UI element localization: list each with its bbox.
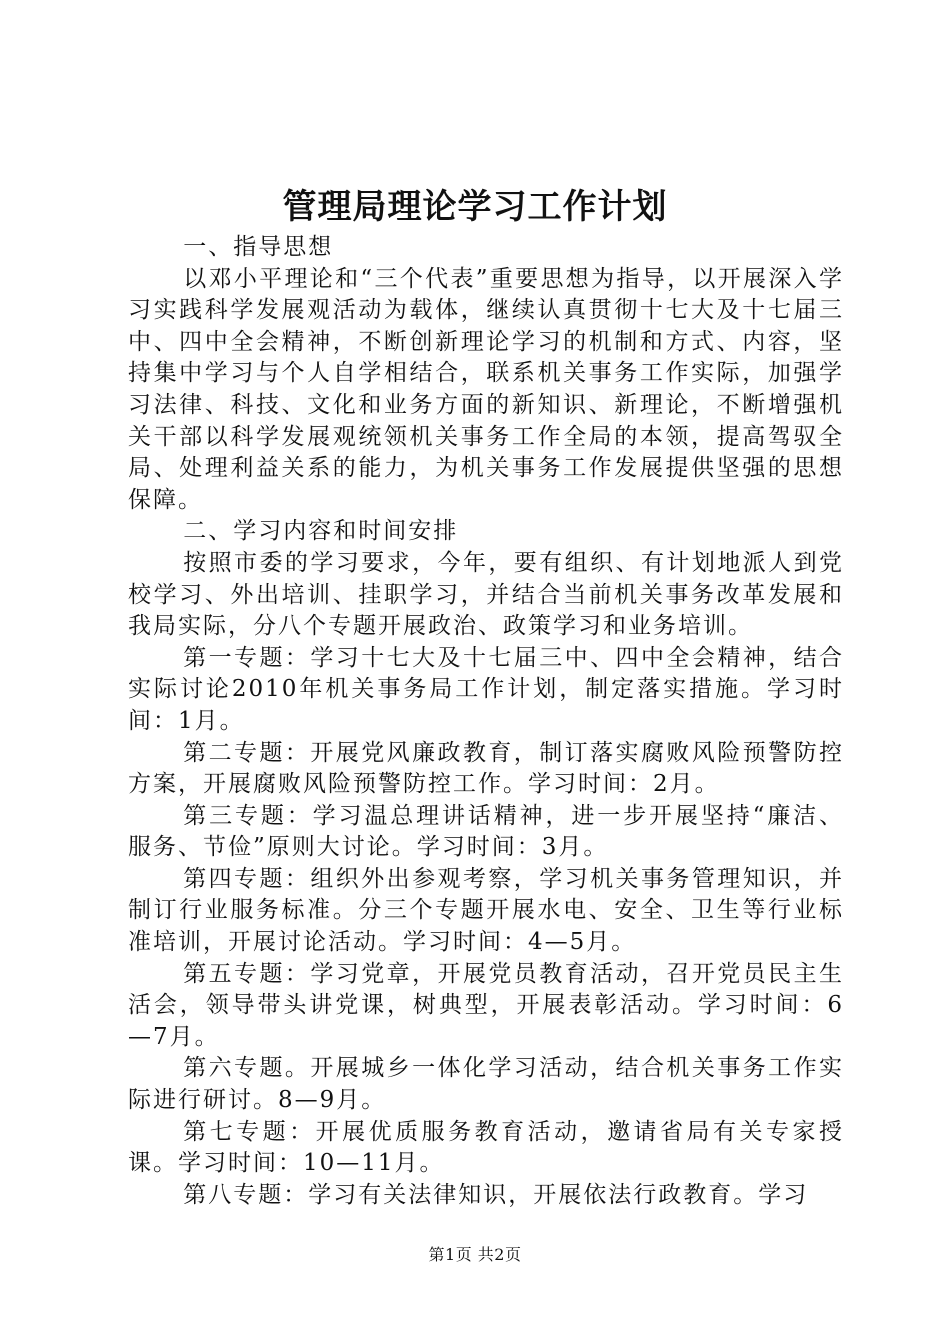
paragraph-topic-8: 第八专题：学习有关法律知识，开展依法行政教育。学习: [183, 1181, 809, 1208]
section-heading-2: 二、学习内容和时间安排: [183, 518, 459, 545]
paragraph-topic-7: 第七专题：开展优质服务教育活动，邀请省局有关专家授课。学习时间：10—11月。: [128, 1118, 844, 1177]
paragraph-guiding-thought: 以邓小平理论和“三个代表”重要思想为指导，以开展深入学习实践科学发展观活动为载体，继续认真贯彻十七大及十七届三中、四中全会精神，不断创新理论学习的机制和方式、内容，坚持集中学习与个人自学相结合，联系机关事务工作实际，加强学习法律、科技、文化和业务方面的新知识、新理论，不断增强机关干部以科学发展观统领机关事务工作全局的本领，提高驾驭全局、处理利益关系的能力，为机关事务工作发展提供坚强的思想保障。: [128, 265, 844, 513]
page-footer: 第1页 共2页: [428, 1245, 522, 1264]
paragraph-topic-3: 第三专题：学习温总理讲话精神，进一步开展坚持“廉洁、服务、节俭”原则大讨论。学习时间：3月。: [128, 802, 844, 861]
paragraph-topic-5: 第五专题：学习党章，开展党员教育活动，召开党员民主生活会，领导带头讲党课，树典型，开展表彰活动。学习时间：6—7月。: [128, 960, 844, 1050]
section-heading-1: 一、指导思想: [183, 234, 334, 260]
paragraph-topic-1: 第一专题：学习十七大及十七届三中、四中全会精神，结合实际讨论2010年机关事务局工作计划，制定落实措施。学习时间：1月。: [128, 644, 844, 734]
paragraph-topic-2: 第二专题：开展党风廉政教育，制订落实腐败风险预警防控方案，开展腐败风险预警防控工作。学习时间：2月。: [128, 739, 844, 798]
document-title: 管理局理论学习工作计划: [282, 187, 668, 227]
paragraph-arrangement: 按照市委的学习要求，今年，要有组织、有计划地派人到党校学习、外出培训、挂职学习，并结合当前机关事务改革发展和我局实际，分八个专题开展政治、政策学习和业务培训。: [128, 549, 844, 640]
document-body: [128, 232, 844, 1211]
paragraph-topic-4: 第四专题：组织外出参观考察，学习机关事务管理知识，并制订行业服务标准。分三个专题开展水电、安全、卫生等行业标准培训，开展讨论活动。学习时间：4—5月。: [128, 865, 844, 956]
paragraph-topic-6: 第六专题。开展城乡一体化学习活动，结合机关事务工作实际进行研讨。8—9月。: [128, 1055, 844, 1114]
